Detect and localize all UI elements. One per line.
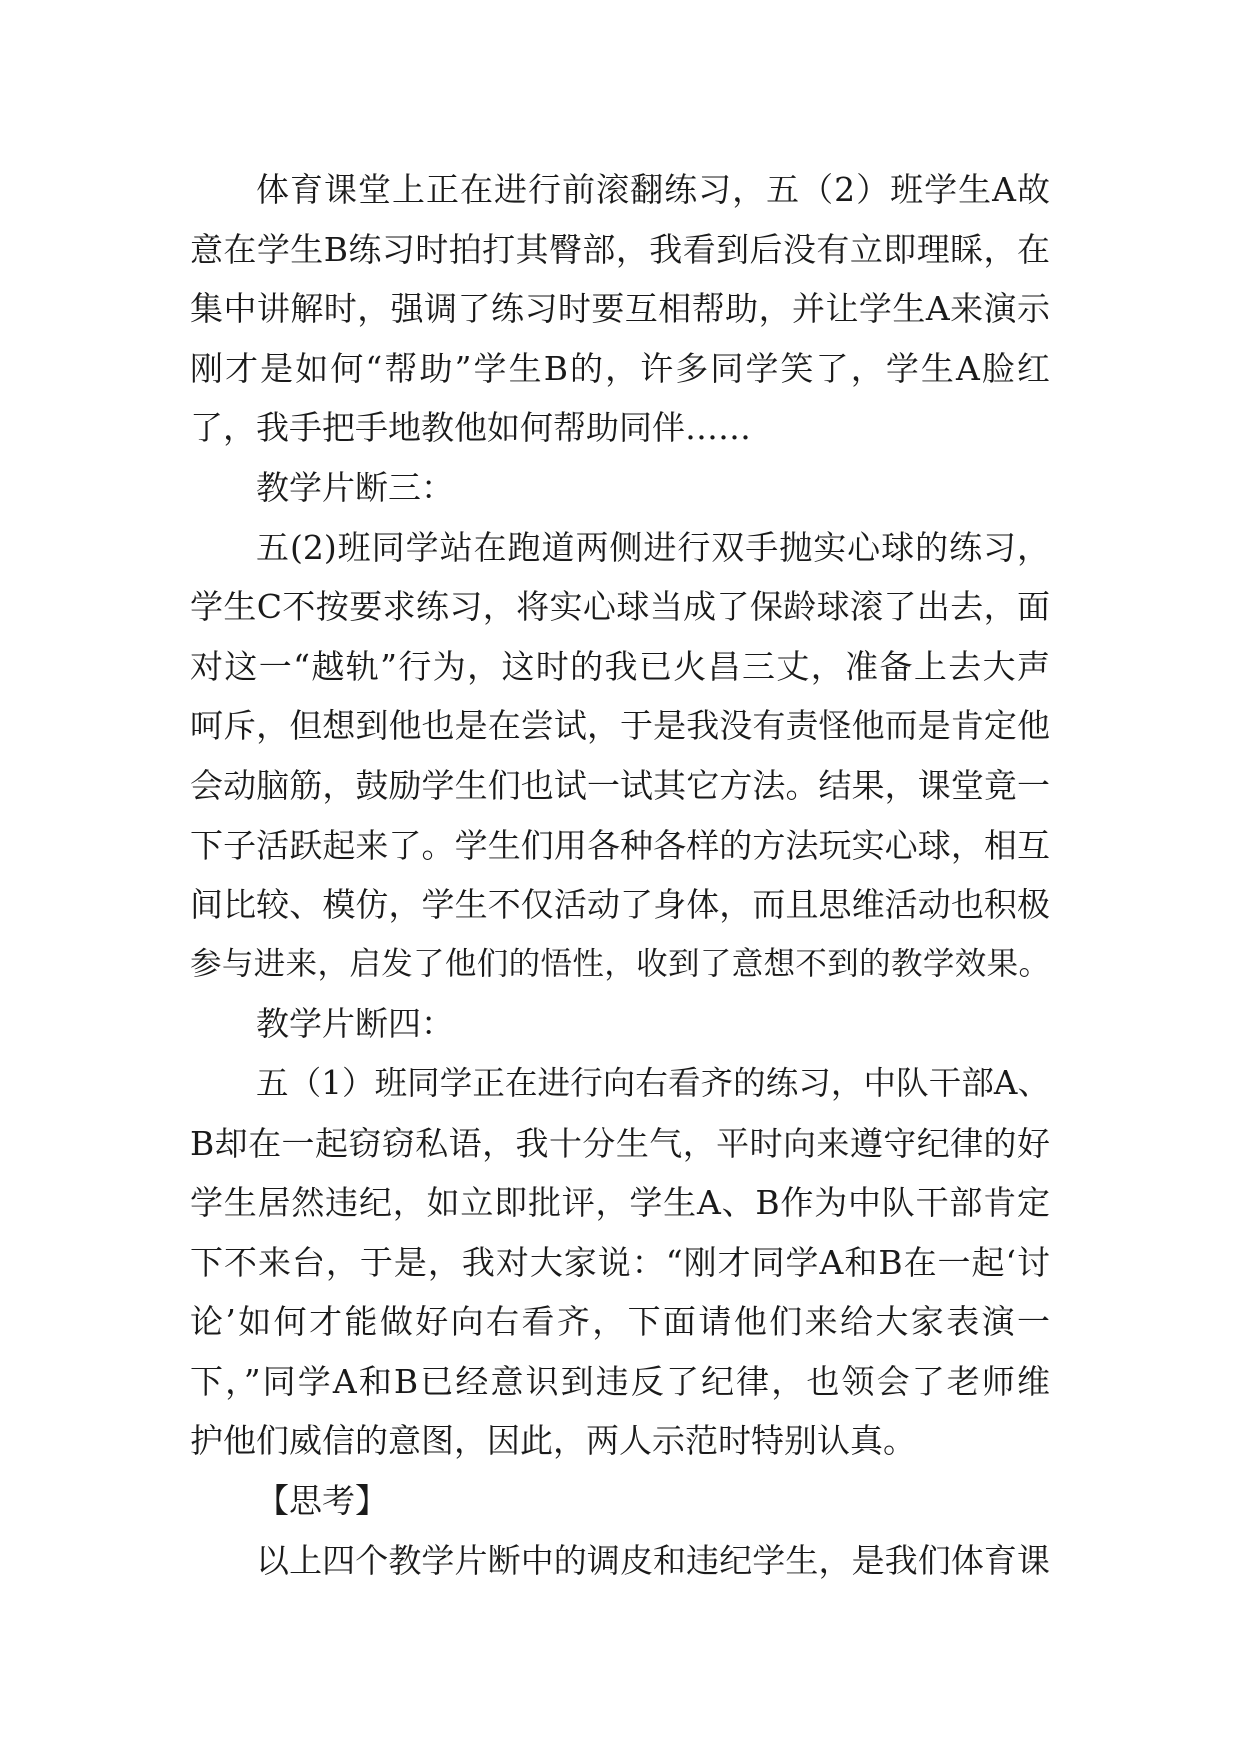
text-line: 学生居然违纪，如立即批评，学生A、B作为中队干部肯定 [190,1183,1050,1223]
text-line: 对这一“越轨”行为，这时的我已火昌三丈，准备上去大声 [190,646,1050,686]
text-line: 教学片断四： [256,1004,454,1044]
text-line: 【思考】 [256,1481,388,1521]
text-line: 会动脑筋，鼓励学生们也试一试其它方法。结果，课堂竟一 [190,765,1050,805]
text-line: 以上四个教学片断中的调皮和违纪学生，是我们体育课 [256,1540,1050,1580]
text-line: 护他们威信的意图，因此，两人示范时特别认真。 [190,1421,916,1461]
text-line: 下不来台，于是，我对大家说：“刚才同学A和B在一起‘讨 [190,1242,1050,1282]
text-line: 下，”同学A和B已经意识到违反了纪律，也领会了老师维 [190,1361,1050,1401]
text-line: 下子活跃起来了。学生们用各种各样的方法玩实心球，相互 [190,825,1050,865]
text-line: 意在学生B练习时拍打其臀部，我看到后没有立即理睬，在 [190,229,1050,269]
text-line: 五(2)班同学站在跑道两侧进行双手抛实心球的练习， [256,527,1050,567]
text-line: 论’如何才能做好向右看齐，下面请他们来给大家表演一 [190,1302,1050,1342]
text-line: 体育课堂上正在进行前滚翻练习，五（2）班学生A故 [256,170,1050,209]
text-line: 间比较、模仿，学生不仅活动了身体，而且思维活动也积极 [190,885,1050,925]
text-line: 集中讲解时，强调了练习时要互相帮助，并让学生A来演示 [190,289,1050,329]
body-text [190,160,1050,1590]
text-line: 教学片断三： [256,467,454,507]
text-line: 参与进来，启发了他们的悟性，收到了意想不到的教学效果。 [190,945,1050,982]
text-line: 刚才是如何“帮助”学生B的，许多同学笑了，学生A脸红 [190,348,1050,388]
text-line: 了，我手把手地教他如何帮助同伴…… [190,408,751,448]
text-line: 五（1）班同学正在进行向右看齐的练习，中队干部A、 [256,1063,1050,1102]
text-line: 呵斥，但想到他也是在尝试，于是我没有责怪他而是肯定他 [190,706,1050,746]
text-line: 学生C不按要求练习，将实心球当成了保龄球滚了出去，面 [190,587,1050,627]
text-line: B却在一起窃窃私语，我十分生气，平时向来遵守纪律的好 [190,1123,1050,1163]
